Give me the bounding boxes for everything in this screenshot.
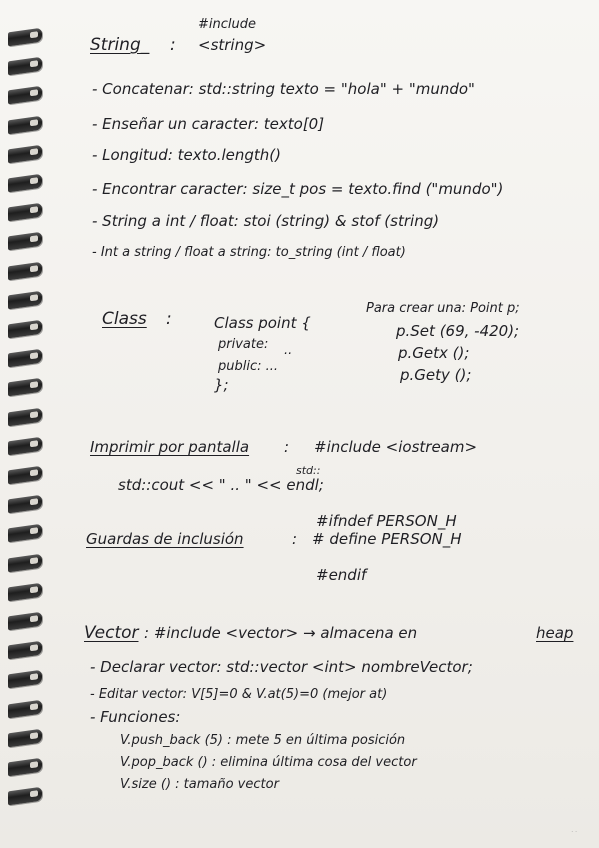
spiral-ring xyxy=(8,758,42,777)
guards-title-colon: : xyxy=(292,530,298,548)
class-create-line-1: p.Set (69, -420); xyxy=(396,322,520,340)
spiral-ring xyxy=(8,290,42,309)
spiral-ring xyxy=(8,728,42,747)
guards-line-3: #endif xyxy=(316,566,367,584)
vector-line-2: - Editar vector: V[5]=0 & V.at(5)=0 (mejor at) xyxy=(90,687,388,702)
spiral-ring xyxy=(8,378,42,397)
spiral-ring xyxy=(8,553,42,572)
string-header: <string> xyxy=(198,36,267,54)
vector-line-3: - Funciones: xyxy=(90,708,181,726)
spiral-ring xyxy=(8,524,42,543)
string-line-1: - Concatenar: std::string texto = "hola" + "mundo" xyxy=(92,80,475,98)
spiral-ring xyxy=(8,495,42,514)
guards-line-1: #ifndef PERSON_H xyxy=(316,512,457,530)
print-title: Imprimir por pantalla xyxy=(90,438,250,456)
print-title-colon: : xyxy=(284,438,290,456)
print-include: #include <iostream> xyxy=(314,438,478,456)
spiral-ring xyxy=(8,670,42,689)
class-code-line-4: }; xyxy=(214,376,229,394)
spiral-ring xyxy=(8,699,42,718)
spiral-ring xyxy=(8,28,42,47)
spiral-ring xyxy=(8,86,42,105)
print-std-above: std:: xyxy=(296,464,321,477)
spiral-ring xyxy=(8,436,42,455)
spiral-ring xyxy=(8,261,42,280)
class-title: Class xyxy=(102,309,147,329)
class-code-line-1: Class point { xyxy=(214,314,311,332)
string-line-3: - Longitud: texto.length() xyxy=(92,146,281,164)
spiral-ring xyxy=(8,466,42,485)
string-line-6: - Int a string / float a string: to_string (int / float) xyxy=(92,245,406,260)
spiral-binding xyxy=(0,0,48,848)
vector-function-2: V.pop_back () : elimina última cosa del vector xyxy=(120,755,417,770)
spiral-ring xyxy=(8,320,42,339)
string-line-4: - Encontrar caracter: size_t pos = texto.find ("mundo") xyxy=(92,180,504,198)
string-include: #include xyxy=(198,17,256,32)
vector-heap: heap xyxy=(536,624,574,642)
spiral-ring xyxy=(8,232,42,251)
spiral-ring xyxy=(8,407,42,426)
string-title-colon: : xyxy=(170,35,176,55)
vector-function-3: V.size () : tamaño vector xyxy=(120,777,279,792)
class-create-line-2: p.Getx (); xyxy=(398,344,470,362)
spiral-ring xyxy=(8,641,42,660)
spiral-ring xyxy=(8,144,42,163)
print-code: std::cout << " .. " << endl; xyxy=(118,476,324,494)
class-code-dots: .. xyxy=(284,343,293,358)
spiral-ring xyxy=(8,203,42,222)
class-code-line-2: private: xyxy=(218,337,269,352)
spiral-ring xyxy=(8,115,42,134)
spiral-ring xyxy=(8,612,42,631)
vector-line-1: - Declarar vector: std::vector <int> nombreVector; xyxy=(90,658,473,676)
page-footer-mark: · · xyxy=(571,829,577,836)
vector-include: : #include <vector> → almacena en xyxy=(144,624,418,642)
class-title-colon: : xyxy=(166,309,172,329)
guards-line-2: # define PERSON_H xyxy=(312,530,462,548)
vector-function-1: V.push_back (5) : mete 5 en última posición xyxy=(120,733,406,748)
class-code-line-3: public: ... xyxy=(218,359,279,374)
class-create-line-3: p.Gety (); xyxy=(400,366,472,384)
string-line-2: - Enseñar un caracter: texto[0] xyxy=(92,115,325,133)
guards-title: Guardas de inclusión xyxy=(86,530,244,548)
spiral-ring xyxy=(8,787,42,806)
vector-title: Vector xyxy=(84,623,139,643)
spiral-ring xyxy=(8,174,42,193)
string-line-5: - String a int / float: stoi (string) & stof (string) xyxy=(92,212,440,230)
class-create-label: Para crear una: Point p; xyxy=(366,301,520,316)
spiral-ring xyxy=(8,349,42,368)
string-title: String_ xyxy=(90,35,150,55)
spiral-ring xyxy=(8,57,42,76)
spiral-ring xyxy=(8,582,42,601)
